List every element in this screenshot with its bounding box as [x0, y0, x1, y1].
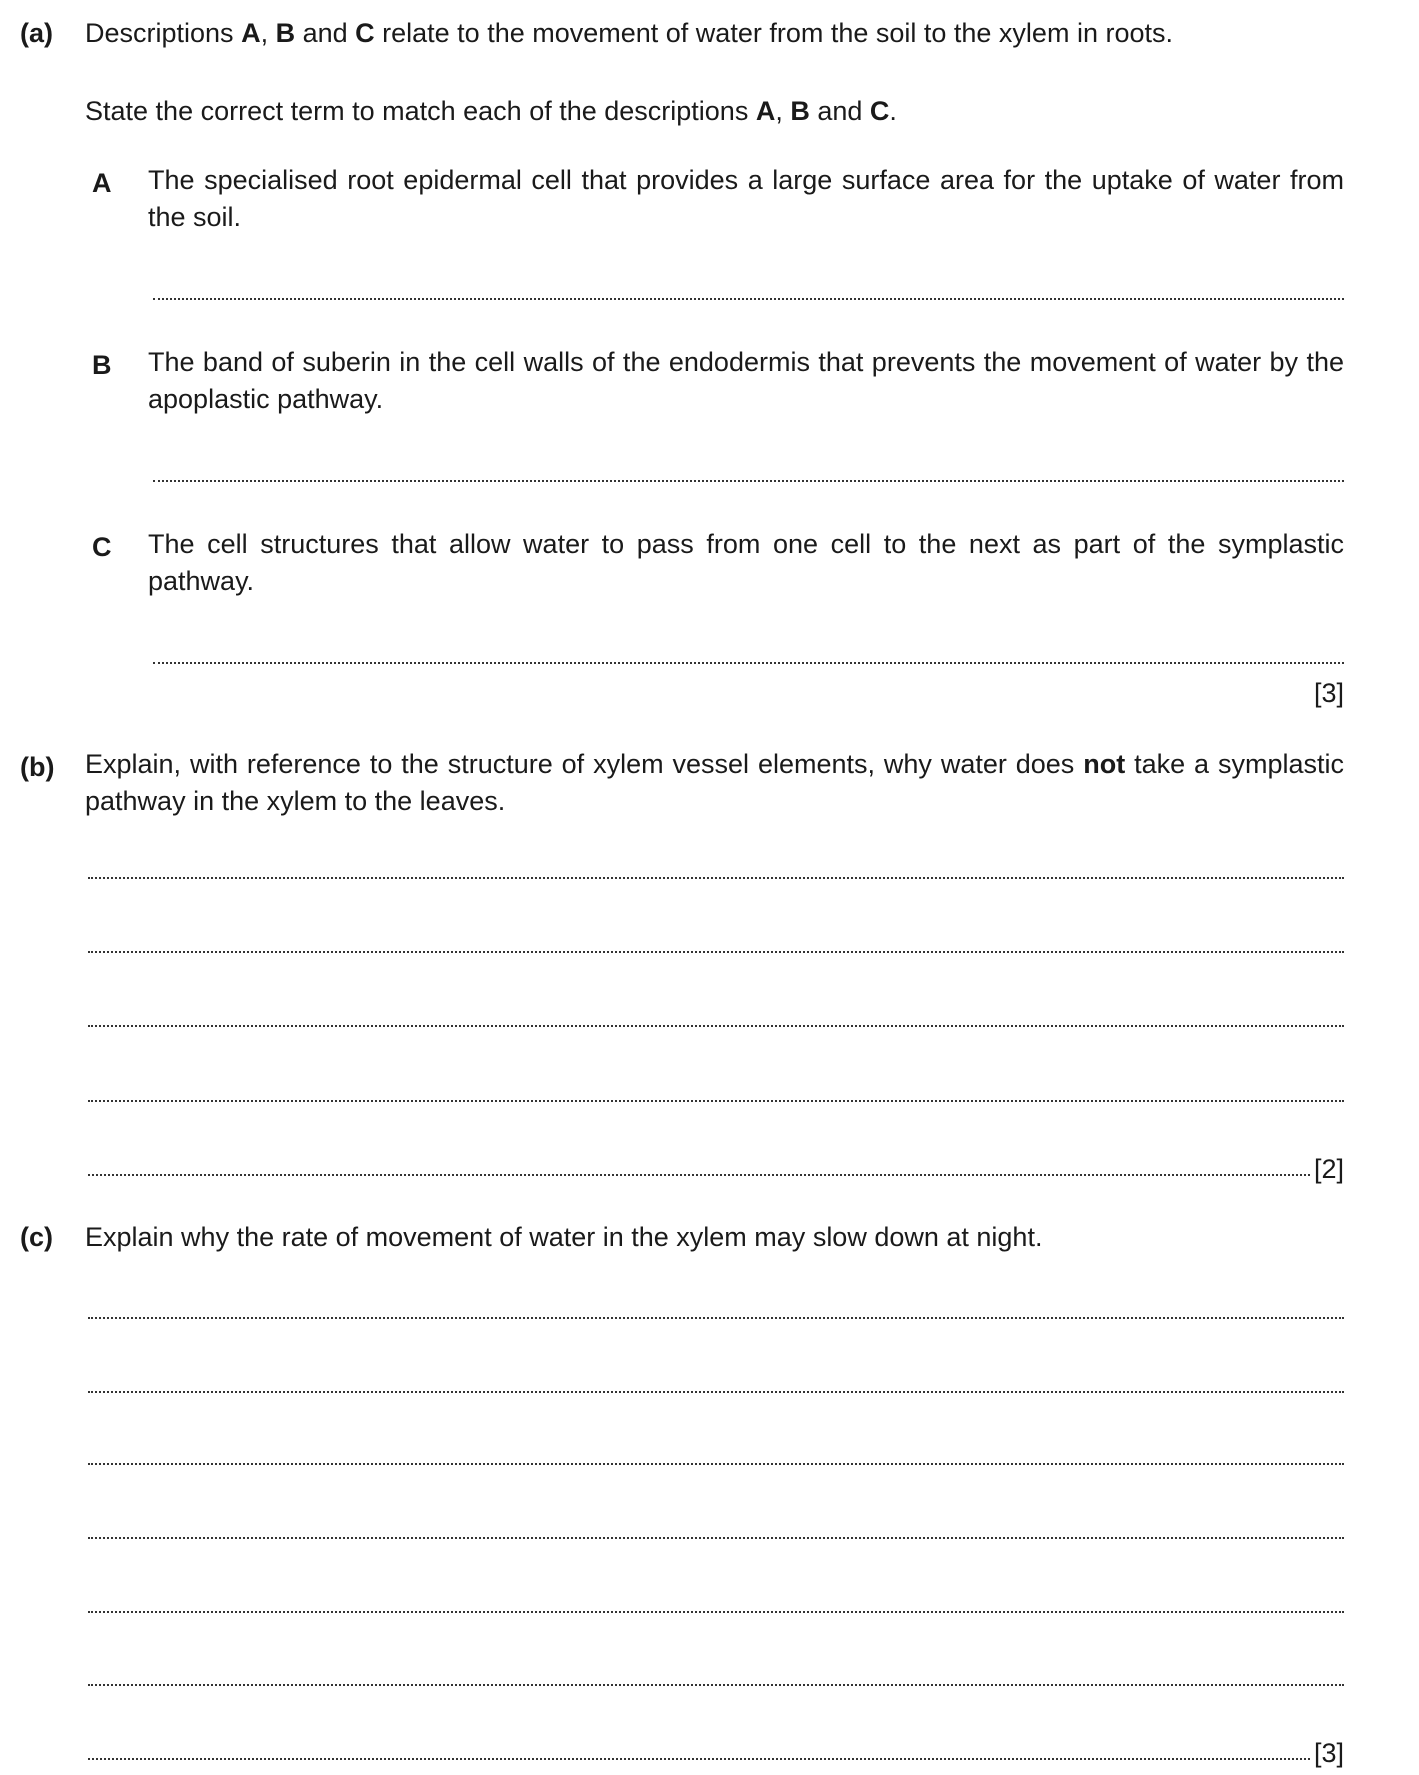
item-a-letter: A: [92, 168, 112, 198]
part-c-question: Explain why the rate of movement of water in the xylem may slow down at night.: [85, 1222, 1043, 1252]
answer-line-c-7[interactable]: [88, 1758, 1310, 1760]
part-a-instruction: State the correct term to match each of the descriptions A, B and C.: [85, 96, 897, 126]
answer-line-c-2[interactable]: [88, 1391, 1344, 1393]
part-b-question: Explain, with reference to the structure of xylem vessel elements, why water does not take a symplastic pathway in the xylem to the leaves.: [85, 749, 1344, 816]
part-c-label: (c): [20, 1222, 53, 1252]
answer-line-b-2[interactable]: [88, 951, 1344, 953]
answer-line-b-1[interactable]: [88, 877, 1344, 879]
answer-line-b-4[interactable]: [88, 1100, 1344, 1102]
item-b-description: The band of suberin in the cell walls of the endodermis that prevents the movement of water by the apoplastic pathway.: [148, 347, 1344, 414]
answer-line-c-3[interactable]: [88, 1463, 1344, 1465]
item-c-description: The cell structures that allow water to pass from one cell to the next as part of the symplastic pathway.: [148, 529, 1344, 596]
part-a-marks: [3]: [1313, 678, 1344, 708]
part-b-marks: [2]: [1313, 1154, 1344, 1184]
part-c-marks: [3]: [1313, 1738, 1344, 1768]
answer-line-c-1[interactable]: [88, 1317, 1344, 1319]
answer-line-a[interactable]: [153, 298, 1344, 300]
answer-line-c-6[interactable]: [88, 1684, 1344, 1686]
item-a-description: The specialised root epidermal cell that provides a large surface area for the uptake of water from the soil.: [148, 165, 1344, 232]
answer-line-b-5[interactable]: [88, 1174, 1310, 1176]
answer-line-b-3[interactable]: [88, 1025, 1344, 1027]
item-c-letter: C: [92, 532, 112, 562]
answer-line-c[interactable]: [153, 662, 1344, 664]
part-a-label: (a): [20, 18, 53, 48]
item-b-letter: B: [92, 350, 112, 380]
answer-line-b[interactable]: [153, 480, 1344, 482]
answer-line-c-4[interactable]: [88, 1537, 1344, 1539]
part-a-intro: Descriptions A, B and C relate to the movement of water from the soil to the xylem in roots.: [85, 18, 1173, 48]
part-b-label: (b): [20, 752, 55, 782]
answer-line-c-5[interactable]: [88, 1611, 1344, 1613]
